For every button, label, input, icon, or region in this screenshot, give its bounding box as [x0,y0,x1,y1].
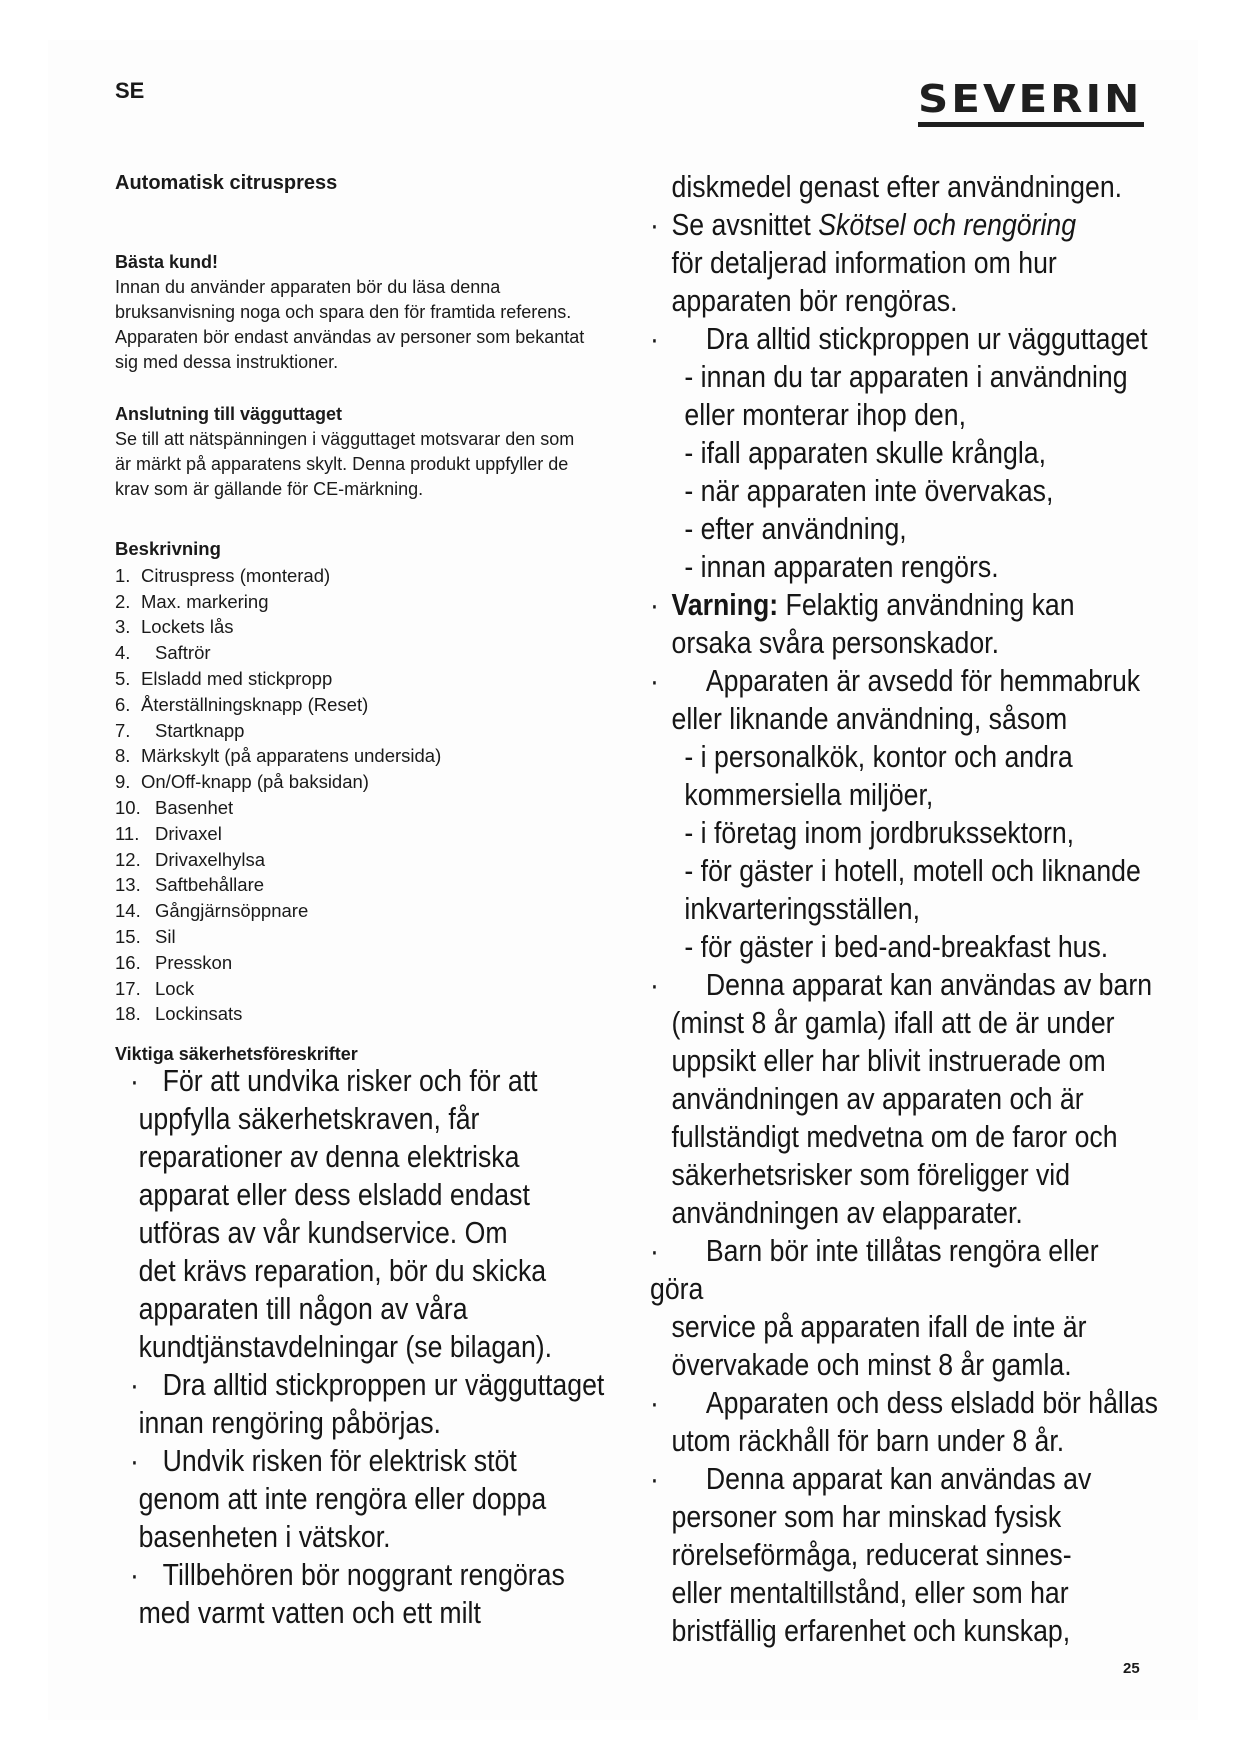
safety-left-column [130,1062,604,1632]
bullet-continuation: uppfylla säkerhetskraven, får reparationer av denna elektriska apparat eller dess elsladd endast utföras av vår kundservice. Om det krävs reparation, bör du skicka apparaten till någon av våra kundtjänstavdelningar (se bilagan). [138,1101,553,1364]
bullet-line: · Denna apparat kan användas av [650,1461,1092,1496]
continuation-line: diskmedel genast efter användningen. [671,169,1123,204]
bullet-continuation: service på apparaten ifall de inte är övervakade och minst 8 år gamla. [671,1309,1087,1382]
bullet-line: · Apparaten och dess elsladd bör hållas [650,1385,1158,1420]
bullet-line: · Dra alltid stickproppen ur vägguttaget [130,1367,605,1402]
bullet-icon: · [650,321,659,356]
bullet-line: · Apparaten är avsedd för hemmabruk [650,663,1141,698]
list-item: 11. Drivaxel [115,822,222,844]
bullet-continuation: (minst 8 år gamla) ifall att de är under uppsikt eller har blivit instruerade om användningen av apparaten och är fullständigt medvetna om de faror och säkerhetsrisker som föreligger vid användningen av elapparater. [671,1005,1118,1230]
connection-line: krav som är gällande för CE-märkning. [115,479,424,499]
bullet-line: · Tillbehören bör noggrant rengöras [130,1557,565,1592]
intro-heading: Bästa kund! [115,252,219,272]
list-item: 17. Lock [115,977,195,999]
safety-right-column [650,168,1158,1650]
bullet-icon: · [650,663,659,698]
list-item: 18. Lockinsats [115,1003,243,1025]
safety-heading: Viktiga säkerhetsföreskrifter [115,1044,358,1064]
list-item: 12. Drivaxelhylsa [115,848,266,870]
warning-label: Varning: [671,587,779,622]
bullet-continuation: eller liknande användning, såsom [671,701,1068,736]
bullet-icon: · [650,207,659,242]
intro-line: Apparaten bör endast användas av personer som bekantat [115,327,585,347]
bullet-icon: · [130,1557,139,1592]
list-item: 9. On/Off-knapp (på baksidan) [115,771,369,793]
bullet-line: · Dra alltid stickproppen ur vägguttaget [650,321,1148,356]
document-title: Automatisk citruspress [115,172,338,194]
brand-logo: SEVERIN [918,76,1143,122]
connection-line: Se till att nätspänningen i vägguttaget motsvarar den som [115,429,575,449]
list-item: 5. Elsladd med stickpropp [115,667,333,689]
description-heading: Beskrivning [115,538,221,559]
bullet-icon: · [130,1367,139,1402]
bullet-icon: · [130,1443,139,1478]
bullet-icon: · [650,1385,659,1420]
bullet-continuation: personer som har minskad fysisk rörelseförmåga, reducerat sinnes- eller mentaltillstånd, eller som har bristfällig erfarenhet och kunskap, [671,1499,1072,1648]
bullet-continuation: - innan du tar apparaten i användning eller monterar ihop den, - ifall apparaten skulle krångla, - när apparaten inte övervakas, - efter användning, - innan apparaten rengörs. [684,359,1128,584]
list-item: 16. Presskon [115,951,233,973]
connection-section [115,402,635,502]
bullet-continuation: genom att inte rengöra eller doppa basenheten i vätskor. [138,1481,547,1554]
bullet-icon: · [650,1233,659,1268]
bullet-continuation: innan rengöring påbörjas. [138,1405,441,1440]
list-item: 2. Max. markering [115,590,269,612]
bullet-line: · Barn bör inte tillåtas rengöra eller göra [650,1233,1099,1306]
bullet-icon: · [650,967,659,1002]
bullet-line: · Undvik risken för elektrisk stöt [130,1443,517,1478]
bullet-line: · För att undvika risker och för att [130,1063,538,1098]
connection-heading: Anslutning till vägguttaget [115,404,342,424]
list-item: 8. Märkskylt (på apparatens undersida) [115,745,442,767]
bullet-line: · Denna apparat kan användas av barn [650,967,1153,1002]
page-number: 25 [1123,1660,1140,1677]
list-item: 7. Startknapp [115,719,245,741]
bullet-line: · Se avsnittet Skötsel och rengöring [650,207,1077,242]
list-item: 13. Saftbehållare [115,874,265,896]
list-item: 10. Basenhet [115,796,234,818]
intro-line: bruksanvisning noga och spara den för framtida referens. [115,302,572,322]
bullet-continuation: - i personalkök, kontor och andra kommersiella miljöer, - i företag inom jordbrukssektorn, - för gäster i hotell, motell och liknande inkvarteringsställen, - för gäster i bed-and-breakfast hus. [684,739,1141,964]
bullet-icon: · [130,1063,139,1098]
bullet-continuation: orsaka svåra personskador. [671,625,999,660]
list-item: 1. Citruspress (monterad) [115,564,331,586]
connection-line: är märkt på apparatens skylt. Denna produkt uppfyller de [115,454,569,474]
bullet-continuation: utom räckhåll för barn under 8 år. [671,1423,1065,1458]
list-item: 15. Sil [115,925,176,947]
list-item: 3. Lockets lås [115,616,234,638]
bullet-icon: · [650,1461,659,1496]
brand-logo-underline [918,122,1144,127]
bullet-continuation: för detaljerad information om hur apparaten bör rengöras. [671,245,1057,318]
intro-line: Innan du använder apparaten bör du läsa denna [115,277,501,297]
bullet-continuation: med varmt vatten och ett milt [138,1595,481,1630]
list-item: 4. Saftrör [115,642,211,664]
language-code: SE [115,78,145,103]
intro-section [115,250,635,375]
list-item: 14. Gångjärnsöppnare [115,900,309,922]
list-item: 6. Återställningsknapp (Reset) [115,693,369,715]
bullet-line: · Varning: Felaktig användning kan [650,587,1075,622]
intro-line: sig med dessa instruktioner. [115,352,339,372]
description-list [115,536,441,1027]
bullet-icon: · [650,587,659,622]
